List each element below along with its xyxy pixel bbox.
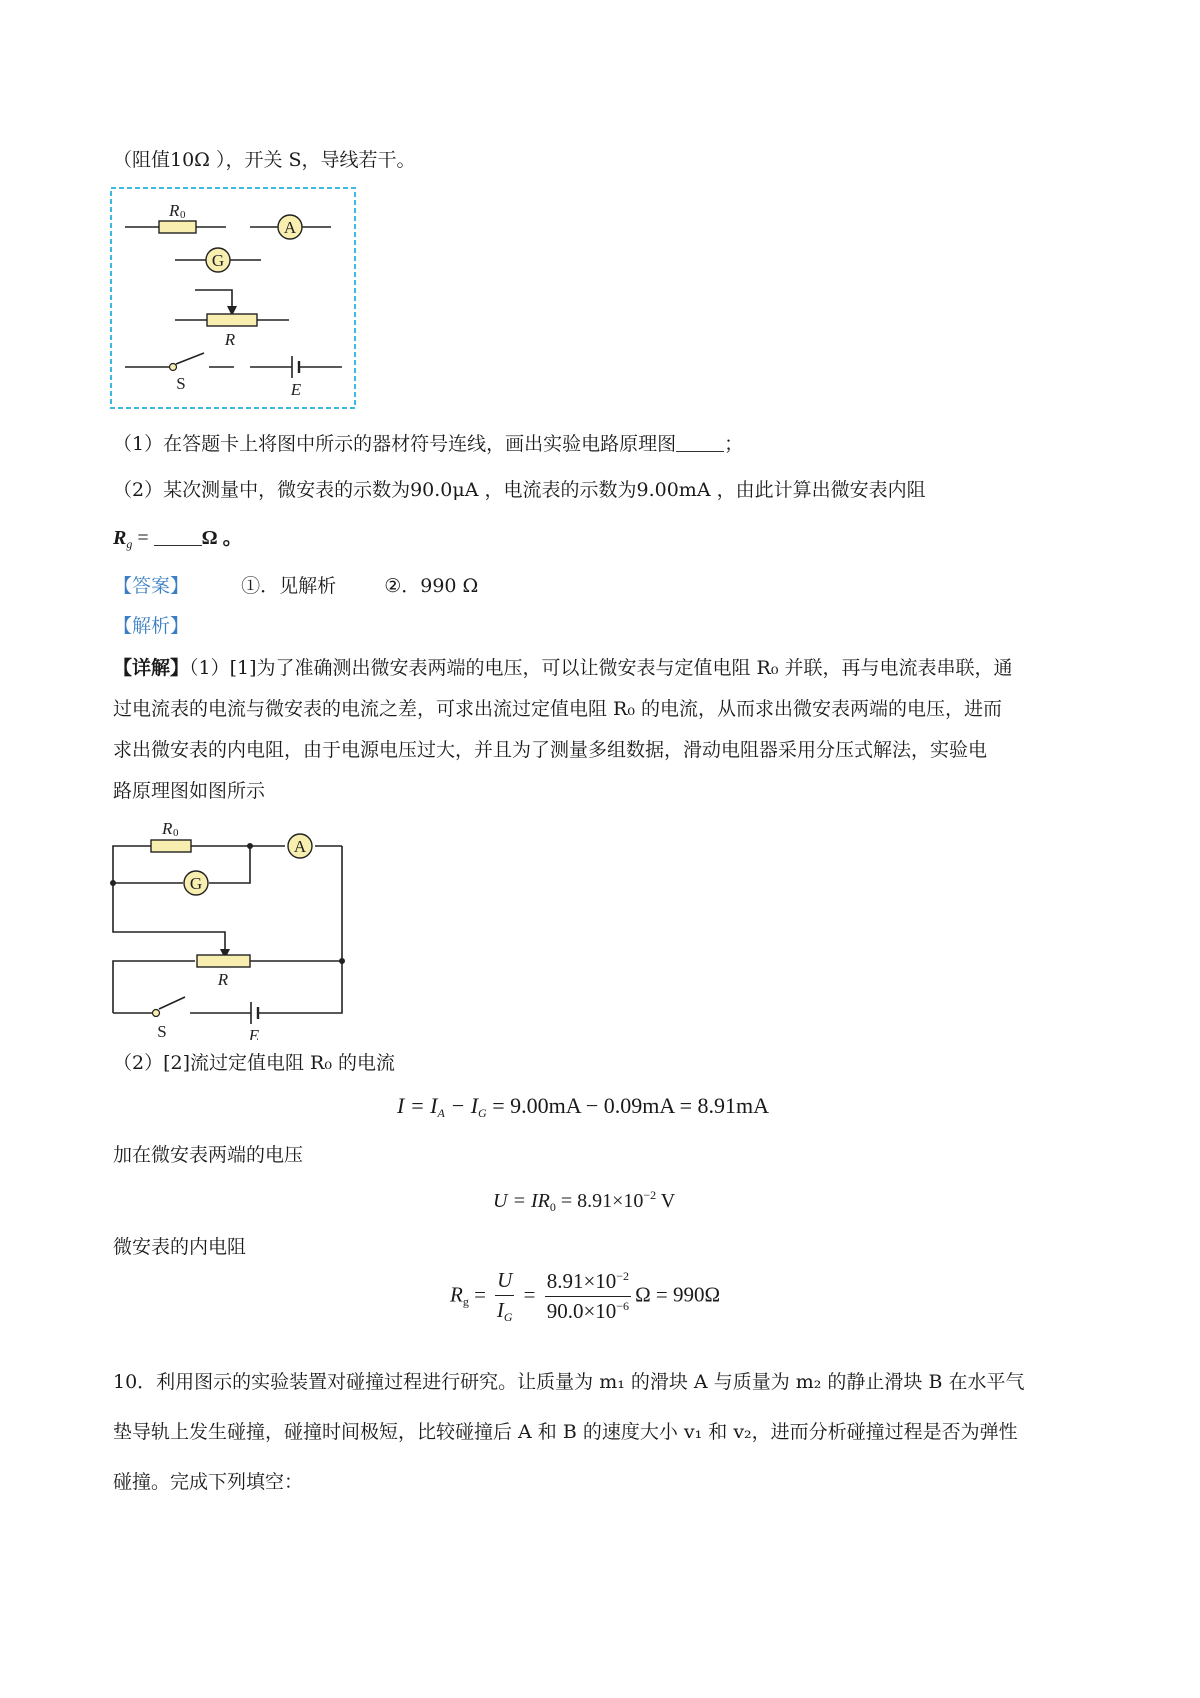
detail-line-1: 【详解】（1）[1]为了准确测出微安表两端的电压，可以让微安表与定值电阻 R₀ 并联，再与电流表串联，通 <box>113 657 1013 679</box>
detail-line-2: 过电流表的电流与微安表的电流之差，可求出流过定值电阻 R₀ 的电流，从而求出微安表两端的电压，进而 <box>113 698 1003 720</box>
svg-text:A: A <box>283 218 297 237</box>
detail-line-4: 路原理图如图所示 <box>113 780 266 802</box>
svg-text:R: R <box>217 970 229 989</box>
answer-item-1: ①．见解析 <box>241 575 337 597</box>
switch-symbol <box>125 353 234 393</box>
svg-text:E: E <box>290 380 302 399</box>
junction-dot <box>339 958 345 964</box>
answer-line <box>113 574 478 598</box>
question-2: （2）某次测量中，微安表的示数为90.0μA ，电流表的示数为9.00mA ，由此计算出微安表内阻 <box>113 479 926 501</box>
svg-text:G: G <box>211 251 225 270</box>
resistance-label: 微安表的内电阻 <box>113 1236 247 1258</box>
r0-label: R <box>169 201 180 220</box>
question-10-line-1: 10．利用图示的实验装置对碰撞过程进行研究。让质量为 m₁ 的滑块 A 与质量为 m₂ 的静止滑块 B 在水平气 <box>113 1371 1025 1393</box>
fraction-values: $\frac{8.91\times 10^{-2}}{90.0\times 10^{-6}}$ <box>546 1269 630 1323</box>
detail-line-3: 求出微安表的内电阻，由于电源电压过大，并且为了测量多组数据，滑动电阻器采用分压式解法，实验电 <box>113 739 988 761</box>
svg-text:S: S <box>176 374 186 393</box>
answer-tag: 【答案】 <box>113 575 190 597</box>
svg-text:S: S <box>157 1022 167 1040</box>
circuit-diagram <box>105 815 355 1040</box>
svg-text:R: R <box>224 330 236 349</box>
question-2-rg: $R_g = \Omega$ 。 <box>113 527 243 551</box>
svg-text:0: 0 <box>180 209 186 221</box>
junction-dot <box>110 880 116 886</box>
answer-blank-2[interactable] <box>154 527 202 546</box>
current-equation: $I = I_A - I_G = 9.00mA - 0.09mA = 8.91mA$ <box>397 1093 769 1120</box>
voltage-label: 加在微安表两端的电压 <box>113 1144 304 1166</box>
ammeter-symbol <box>250 215 331 239</box>
switch-pivot <box>153 1010 160 1017</box>
voltage-equation: $U = IR_0 = 8.91\times 10^{-2}$ V <box>493 1188 676 1214</box>
answer-blank-1[interactable] <box>676 433 724 452</box>
svg-text:R: R <box>162 819 173 838</box>
resistance-equation: $R_g$ = $\frac{U}{I_G}$ = $\frac{8.91\times 10^{-2}}{90.0\times 10^{-6}}$ Ω = 990Ω <box>450 1268 721 1324</box>
junction-dot <box>247 843 253 849</box>
battery-symbol <box>250 356 342 399</box>
part2-line: （2）[2]流过定值电阻 R₀ 的电流 <box>113 1052 396 1074</box>
svg-text:A: A <box>293 837 307 856</box>
component-symbols-figure <box>109 186 359 412</box>
analysis-tag: 【解析】 <box>113 615 190 637</box>
figure-dashed-border <box>111 188 355 408</box>
question-10-line-3: 碰撞。完成下列填空： <box>113 1471 304 1493</box>
rheostat-symbol <box>175 290 289 349</box>
svg-text:G: G <box>189 874 203 893</box>
question-10-line-2: 垫导轨上发生碰撞，碰撞时间极短，比较碰撞后 A 和 B 的速度大小 v₁ 和 v₂，进而分析碰撞过程是否为弹性 <box>113 1421 1018 1443</box>
resistor-r0 <box>151 840 191 852</box>
detail-tag: 【详解】 <box>113 657 190 679</box>
galvanometer-symbol <box>175 248 261 272</box>
fraction-u-over-ig: $\frac{U}{I_G}$ <box>496 1268 513 1324</box>
question-1: （1）在答题卡上将图中所示的器材符号连线，画出实验电路原理图 ； <box>113 433 744 455</box>
svg-text:E: E <box>248 1026 260 1040</box>
material-list-line: （阻值10Ω ），开关 S，导线若干。 <box>113 149 416 171</box>
fixed-resistor-r0 <box>125 201 226 233</box>
rheostat <box>197 955 250 967</box>
answer-item-2: ②．990 Ω <box>384 575 479 597</box>
svg-text:0: 0 <box>173 827 179 839</box>
